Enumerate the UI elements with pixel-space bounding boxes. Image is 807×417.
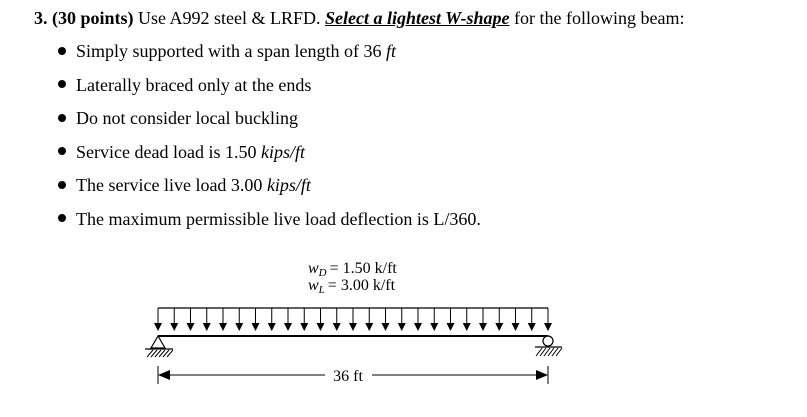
dead-load-label: wD = 1.50 k/ft: [308, 260, 397, 279]
load-arrows: [158, 308, 548, 330]
requirement-span: Simply supported with a span length of 36 ft: [58, 40, 481, 74]
requirement-local-buckling: Do not consider local buckling: [58, 107, 481, 141]
roller-support: [535, 336, 562, 356]
span-dimension: [158, 366, 548, 385]
distributed-load: [158, 308, 548, 330]
problem-number: 3.: [34, 8, 48, 28]
problem-emphasis: Select a lightest W-shape: [325, 8, 510, 28]
requirement-bracing: Laterally braced only at the ends: [58, 74, 481, 108]
problem-points: (30 points): [52, 8, 134, 28]
problem-text-b: for the following beam:: [514, 8, 685, 28]
span-label: 36 ft: [333, 368, 363, 385]
live-load-label: wL = 3.00 k/ft: [308, 277, 396, 296]
problem-text-a: Use A992 steel & LRFD.: [138, 8, 321, 28]
requirement-live-load: The service live load 3.00 kips/ft: [58, 174, 481, 208]
pin-support: [145, 336, 173, 357]
requirement-deflection: The maximum permissible live load deflection is L/360.: [58, 208, 481, 242]
requirement-dead-load: Service dead load is 1.50 kips/ft: [58, 141, 481, 175]
